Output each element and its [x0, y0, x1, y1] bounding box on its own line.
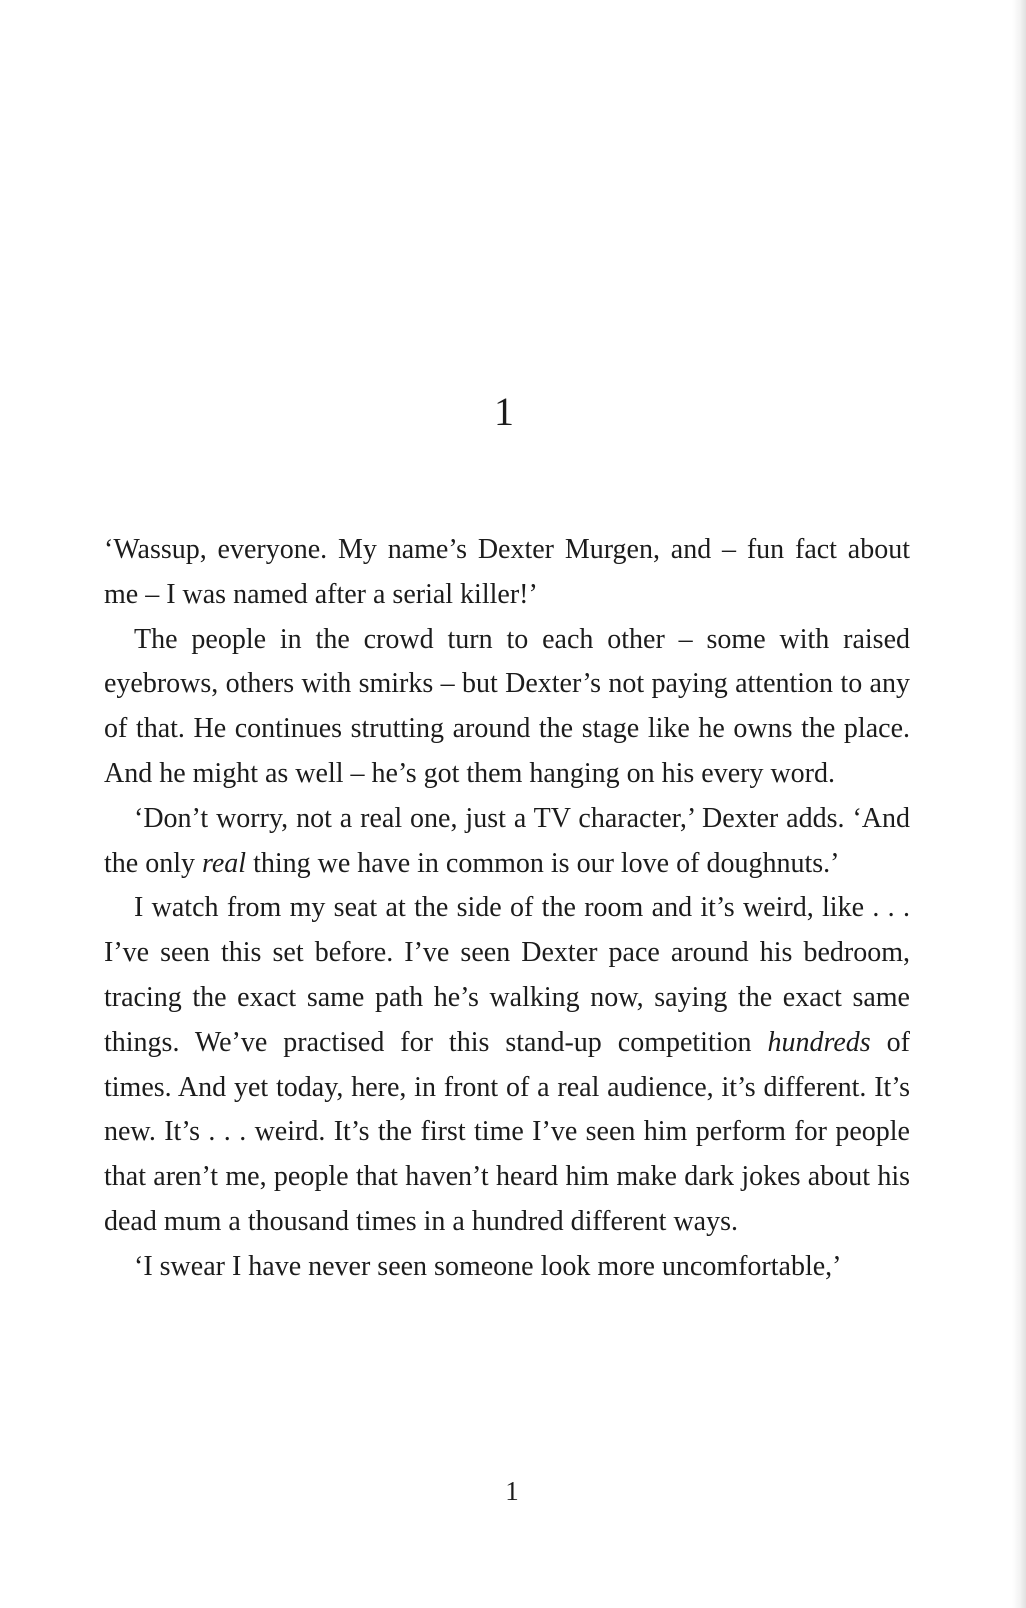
- italic-text-run: real: [202, 847, 247, 879]
- page-edge-shadow: [1012, 0, 1026, 1608]
- paragraph: [104, 618, 910, 797]
- chapter-number: 1: [494, 389, 514, 434]
- paragraph: [104, 886, 910, 1244]
- italic-text-run: hundreds: [767, 1026, 871, 1058]
- paragraph: [104, 797, 910, 887]
- text-run: ‘Don’t worry, not a real one, just a TV character,’ Dexter adds. ‘And the only: [104, 802, 910, 879]
- paragraph: [104, 528, 910, 618]
- text-run: ‘I swear I have never seen someone look more uncomfortable,’: [134, 1250, 842, 1282]
- text-run: of times. And yet today, here, in front of a real audience, it’s different. It’s new. It’s . . . weird. It’s the first time I’ve seen him perform for people that aren’t me, people that haven’t heard him make dark jokes about his dead mum a thousand times in a hundred different ways.: [104, 1026, 910, 1237]
- text-run: ‘Wassup, everyone. My name’s Dexter Murgen, and – fun fact about me – I was named after a serial killer!’: [104, 534, 910, 610]
- page-number: 1: [505, 1476, 519, 1506]
- chapter-body-text: [104, 528, 910, 1290]
- text-run: I watch from my seat at the side of the room and it’s weird, like . . . I’ve seen this set before. I’ve seen Dexter pace around his bedroom, tracing the exact same path he’s walking now, saying the exact same things. We’ve practised for this stand-up competition: [104, 892, 910, 1058]
- paragraph: [104, 1245, 910, 1290]
- text-run: thing we have in common is our love of doughnuts.’: [246, 847, 840, 879]
- text-run: The people in the crowd turn to each other – some with raised eyebrows, others with smirks – but Dexter’s not paying attention to any of that. He continues strutting around the stage like he owns the place. And he might as well – he’s got them hanging on his every word.: [104, 623, 910, 789]
